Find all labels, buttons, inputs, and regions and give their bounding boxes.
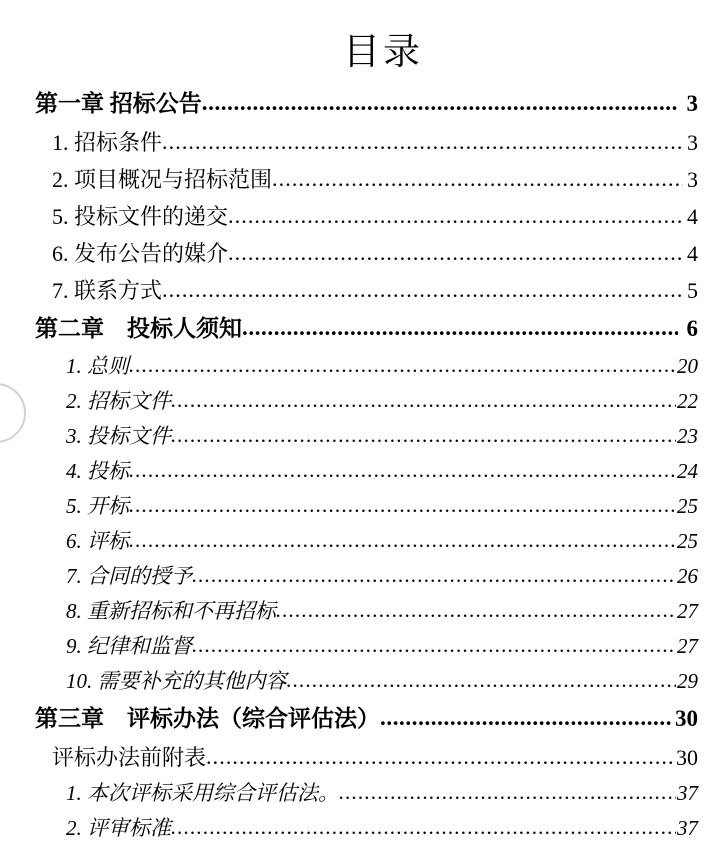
toc-entry-label: 1. 总则 [66,354,129,378]
toc-leader-dots [206,738,675,775]
toc-entry-label: 10. 需要补充的其他内容 [66,669,287,693]
toc-entry-label: 第二章 投标人须知 [35,316,242,341]
toc-entry[interactable] [0,454,718,489]
toc-entry[interactable] [0,384,718,419]
toc-entry[interactable] [0,594,718,629]
toc-leader-dots [272,160,683,197]
toc-leader-dots [228,234,683,271]
toc-entry-label: 9. 纪律和监督 [66,634,192,658]
toc-entry[interactable] [0,349,718,384]
toc-leader-dots [339,775,676,810]
toc-entry-page-number: 26 [677,564,698,588]
toc-entry-label: 7. 合同的授予 [66,564,192,588]
toc-entry[interactable] [0,198,718,235]
toc-entry-page-number: 27 [677,634,698,658]
toc-entry[interactable] [0,489,718,524]
toc-entry-page-number: 24 [677,459,698,483]
toc-leader-dots [192,558,676,593]
toc-entry[interactable] [0,524,718,559]
page-title: 目录 [343,31,423,73]
toc-entry[interactable] [0,559,718,594]
toc-leader-dots [228,197,683,234]
toc-entry-page-number: 6 [686,316,698,341]
toc-leader-dots [192,628,676,663]
toc-entry[interactable] [0,776,718,811]
toc-entry-page-number: 27 [677,599,698,623]
toc-entry[interactable] [0,309,718,349]
toc-leader-dots [171,418,676,453]
toc-leader-dots [129,523,676,558]
toc-entry-label: 2. 评审标准 [66,816,171,840]
toc-entry-page-number: 30 [676,745,698,770]
toc-entry[interactable] [0,629,718,664]
toc-entry-page-number: 29 [677,669,698,693]
toc-entry[interactable] [0,272,718,309]
toc-entry[interactable] [0,811,718,846]
toc-leader-dots [129,453,676,488]
toc-entry-label: 第三章 评标办法（综合评估法） [35,706,380,731]
toc-entry-label: 1. 本次评标采用综合评估法。 [66,781,339,805]
toc-leader-dots [276,593,676,628]
toc-entry[interactable] [0,235,718,272]
toc-entry-page-number: 23 [677,424,698,448]
toc-entry-label: 6. 评标 [66,529,129,553]
toc-entry[interactable] [0,84,718,124]
toc-entry[interactable] [0,664,718,699]
toc-leader-dots [162,123,683,160]
toc-entry-page-number: 30 [675,706,698,731]
toc-entry-page-number: 25 [677,529,698,553]
toc-entry-label: 3. 投标文件 [66,424,171,448]
toc-entry-label: 5. 开标 [66,494,129,518]
toc-entry[interactable] [0,699,718,739]
toc-entry-page-number: 4 [687,241,698,266]
toc-entry[interactable] [0,124,718,161]
toc-leader-dots [162,271,683,308]
toc-entry-label: 6. 发布公告的媒介 [52,241,229,266]
toc-entry-page-number: 3 [687,167,698,192]
toc-leader-dots [129,348,676,383]
toc-entry[interactable] [0,739,718,776]
toc-entry-label: 4. 投标 [66,459,129,483]
toc-entry-label: 7. 联系方式 [52,278,163,303]
toc-entry-label: 2. 招标文件 [66,389,171,413]
toc-leader-dots [129,488,676,523]
toc-entry-label: 评标办法前附表 [52,745,207,770]
toc-leader-dots [171,810,676,845]
toc-entry[interactable] [0,161,718,198]
toc-entry-label: 2. 项目概况与招标范围 [52,167,273,192]
toc-entry-label: 第一章 招标公告 [35,91,202,116]
toc-entry-page-number: 3 [687,130,698,155]
toc-entry-page-number: 25 [677,494,698,518]
table-of-contents-list [0,84,718,846]
toc-leader-dots [287,663,677,698]
toc-entry-label: 1. 招标条件 [52,130,163,155]
toc-entry-page-number: 37 [677,781,698,805]
toc-entry-page-number: 4 [687,204,698,229]
toc-entry-page-number: 3 [686,91,698,116]
toc-entry-page-number: 5 [687,278,698,303]
toc-entry-label: 8. 重新招标和不再招标 [66,599,276,623]
toc-leader-dots [171,383,676,418]
toc-leader-dots [202,83,678,123]
toc-entry-label: 5. 投标文件的递交 [52,204,229,229]
toc-leader-dots [380,698,671,738]
toc-entry-page-number: 20 [677,354,698,378]
toc-entry[interactable] [0,419,718,454]
toc-entry-page-number: 37 [677,816,698,840]
toc-entry-page-number: 22 [677,389,698,413]
toc-leader-dots [242,308,678,348]
